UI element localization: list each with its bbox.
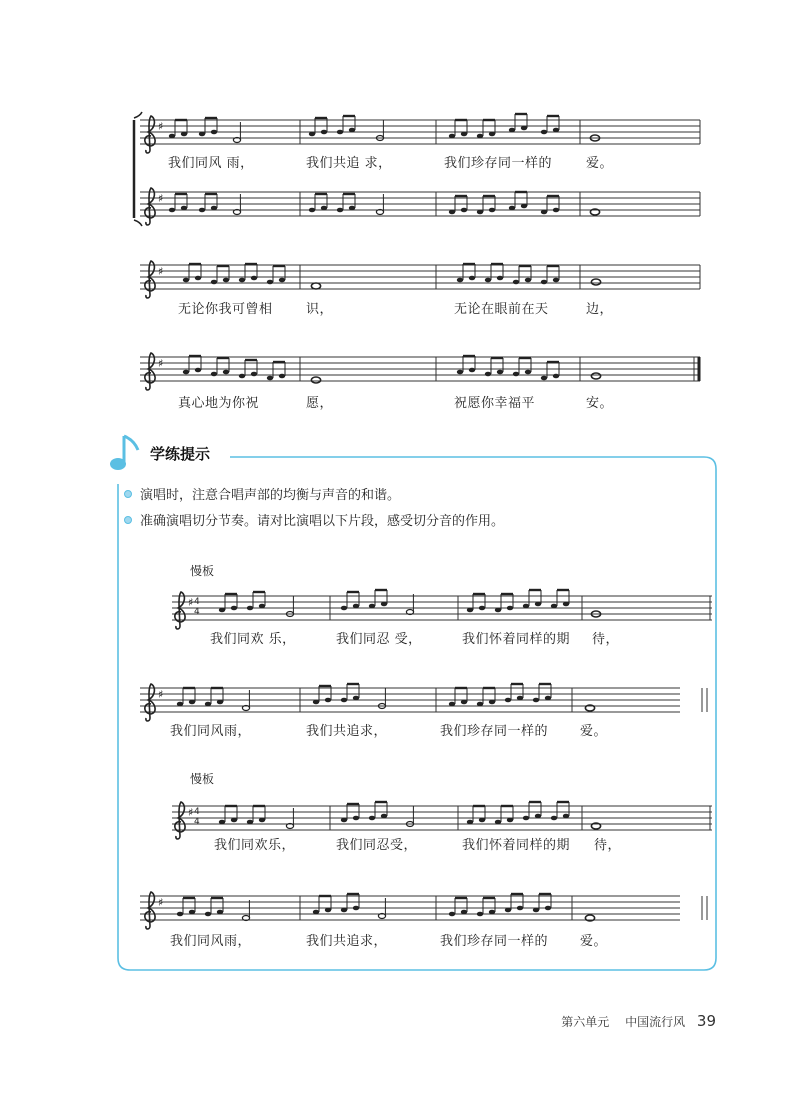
lyric-e2-m3: 我们珍存同一样的 [440, 724, 549, 739]
lyric-s4-m3: 祝愿你幸福平 [454, 396, 536, 411]
lyric-s4-m2: 愿， [306, 396, 334, 411]
tip-example-1 [172, 590, 712, 629]
bullet-icon [124, 516, 132, 524]
lyric-s3-m4: 边， [586, 302, 614, 317]
lyric-s1-m4: 爱。 [586, 156, 614, 171]
lyric-e1-m1: 我们同欢 乐， [210, 632, 296, 647]
tip-item-1 [124, 484, 400, 503]
tempo-marking: 慢板 [190, 772, 215, 786]
lyric-e2-m4: 爱。 [580, 724, 608, 739]
svg-text:4: 4 [194, 817, 200, 827]
tip-item-text: 准确演唱切分节奏。请对比演唱以下片段，感受切分音的作用。 [140, 514, 505, 529]
tip-item-text: 演唱时，注意合唱声部的均衡与声音的和谐。 [140, 488, 401, 503]
lyric-s1-m1: 我们同风 雨， [168, 156, 254, 171]
music-note-icon [110, 436, 138, 470]
lyric-s3-m2: 识， [306, 302, 334, 317]
tempo-marking: 慢板 [190, 564, 215, 578]
tip-example-4 [140, 892, 707, 929]
lyric-e2-m2: 我们共追求， [306, 724, 388, 739]
system-3 [140, 261, 700, 298]
tip-item-2 [124, 510, 504, 529]
lyric-e4-m3: 我们珍存同一样的 [440, 934, 549, 949]
tips-title: 学练提示 [150, 445, 211, 463]
lyric-e4-m1: 我们同风雨， [170, 934, 252, 949]
lyric-s3-m1: 无论你我可曾相 [178, 302, 273, 317]
svg-text:4: 4 [194, 597, 200, 607]
lyric-e1-m2: 我们同忍 受， [336, 632, 422, 647]
system-4 [140, 353, 700, 390]
tip-example-2 [140, 684, 707, 721]
unit-label: 第六单元 [561, 1015, 610, 1029]
lyric-s1-m3: 我们珍存同一样的 [444, 156, 553, 171]
page-footer [561, 1012, 716, 1030]
page-number: 39 [696, 1012, 716, 1030]
lyric-e3-m4: 待， [594, 838, 622, 853]
lyric-s4-m4: 安。 [586, 396, 614, 411]
svg-text:4: 4 [194, 807, 200, 817]
lyric-s1-m2: 我们共追 求， [306, 156, 392, 171]
lyric-e2-m1: 我们同风雨， [170, 724, 252, 739]
lyric-e4-m2: 我们共追求， [306, 934, 388, 949]
lyric-s4-m1: 真心地为你祝 [178, 396, 260, 411]
unit-title: 中国流行风 [625, 1015, 686, 1029]
bullet-icon [124, 490, 132, 498]
lyric-e3-m3: 我们怀着同样的期 [462, 838, 571, 853]
svg-text:4: 4 [194, 607, 200, 617]
lyric-e1-m3: 我们怀着同样的期 [462, 632, 571, 647]
lyric-e3-m1: 我们同欢乐， [214, 838, 296, 853]
lyric-s3-m3: 无论在眼前在天 [454, 302, 549, 317]
lyric-e1-m4: 待， [592, 632, 620, 647]
lyric-e4-m4: 爱。 [580, 934, 608, 949]
lyric-e3-m2: 我们同忍受， [336, 838, 418, 853]
